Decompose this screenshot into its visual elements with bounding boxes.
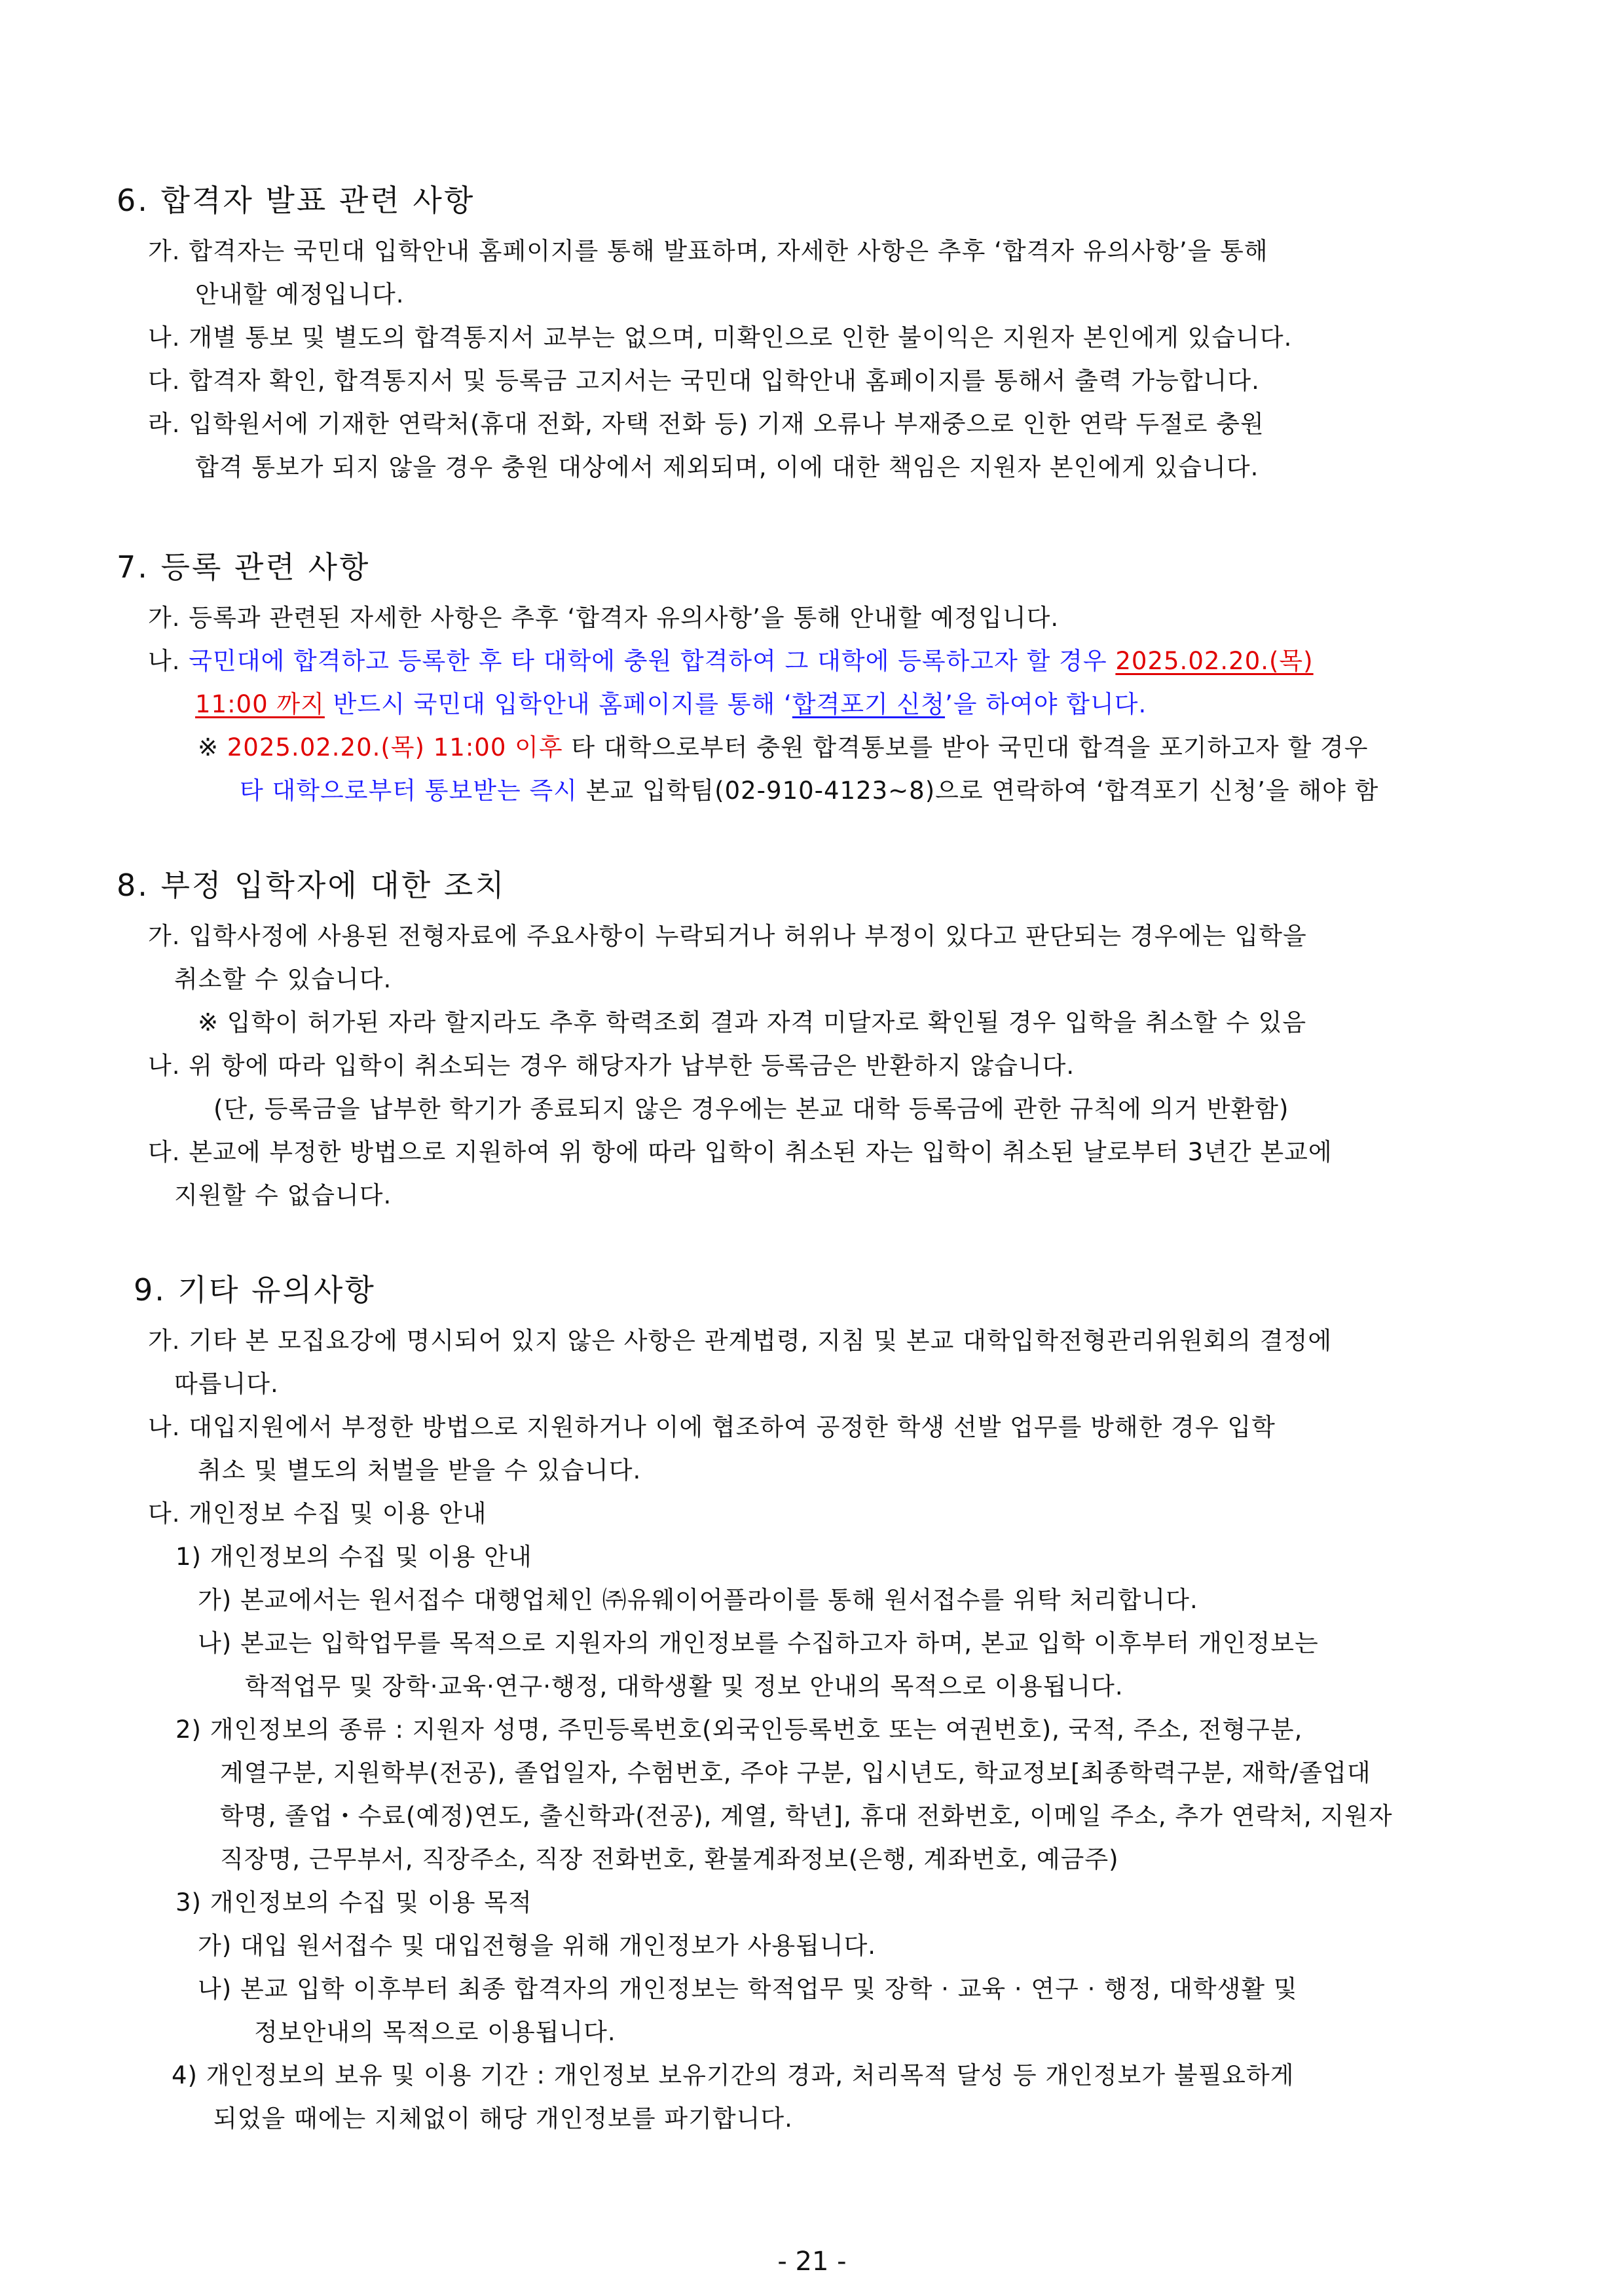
s8-item-na-line2: (단, 등록금을 납부한 학기가 종료되지 않은 경우에는 본교 대학 등록금에 관한 규칙에 의거 반환함) bbox=[213, 1095, 1289, 1123]
s9-subitem-2-line3: 학명, 졸업・수료(예정)연도, 출신학과(전공), 계열, 학년], 휴대 전화번호, 이메일 주소, 추가 연락처, 지원자 bbox=[220, 1802, 1393, 1830]
s7-item-ga: 가. 등록과 관련된 자세한 사항은 추후 ‘합격자 유의사항’을 통해 안내할 예정입니다. bbox=[148, 604, 1060, 632]
s9-subitem-1-na-line1: 나) 본교는 입학업무를 목적으로 지원자의 개인정보를 수집하고자 하며, 본교 입학 이후부터 개인정보는 bbox=[198, 1629, 1319, 1657]
s7-item-na-line1 bbox=[148, 644, 1314, 678]
s7-na-withdrawal-term: 합격포기 신청 bbox=[792, 690, 946, 718]
s7-note-blue-text: 타 대학으로부터 통보받는 즉시 bbox=[240, 777, 578, 805]
s9-subitem-4-line1: 4) 개인정보의 보유 및 이용 기간 : 개인정보 보유기간의 경과, 처리목적 달성 등 개인정보가 불필요하게 bbox=[172, 2061, 1295, 2089]
s9-item-ga-line2: 따릅니다. bbox=[174, 1370, 279, 1398]
s9-subitem-3-na-line2: 정보안내의 목적으로 이용됩니다. bbox=[254, 2018, 616, 2046]
s8-item-da-line1: 다. 본교에 부정한 방법으로 지원하여 위 항에 따라 입학이 취소된 자는 입학이 취소된 날로부터 3년간 본교에 bbox=[148, 1138, 1333, 1166]
s8-item-ga-note: ※ 입학이 허가된 자라 할지라도 추후 학력조회 결과 자격 미달자로 확인될 경우 입학을 취소할 수 있음 bbox=[198, 1008, 1307, 1037]
s9-subitem-1-na-line2: 학적업무 및 장학·교육·연구·행정, 대학생활 및 정보 안내의 목적으로 이용됩니다. bbox=[245, 1672, 1124, 1700]
s8-item-ga-line2: 취소할 수 있습니다. bbox=[174, 965, 392, 993]
s7-note-mark: ※ bbox=[198, 733, 227, 762]
s6-item-ga-line1: 가. 합격자는 국민대 입학안내 홈페이지를 통해 발표하며, 자세한 사항은 추후 ‘합격자 유의사항’을 통해 bbox=[148, 237, 1268, 265]
section-8-title: 8. 부정 입학자에 대한 조치 bbox=[117, 868, 506, 903]
section-9-title: 9. 기타 유의사항 bbox=[134, 1272, 376, 1308]
s7-note-text-2: 본교 입학팀(02-910-4123~8)으로 연락하여 ‘합격포기 신청’을 해야 함 bbox=[577, 777, 1379, 805]
s7-na-blue-text-3: ’을 하여야 합니다. bbox=[945, 690, 1147, 718]
s9-subitem-1-ga: 가) 본교에서는 원서접수 대행업체인 ㈜유웨이어플라이를 통해 원서접수를 위탁 처리합니다. bbox=[198, 1586, 1198, 1614]
s9-subitem-2-line4: 직장명, 근무부서, 직장주소, 직장 전화번호, 환불계좌정보(은행, 계좌번호, 예금주) bbox=[220, 1845, 1119, 1873]
s7-note-line2 bbox=[240, 774, 1378, 808]
s7-na-blue-text-2: 반드시 국민대 입학안내 홈페이지를 통해 ‘ bbox=[324, 690, 792, 718]
s7-na-blue-text: 국민대에 합격하고 등록한 후 타 대학에 충원 합격하여 그 대학에 등록하고자 할 경우 bbox=[189, 647, 1116, 675]
s8-item-ga-line1: 가. 입학사정에 사용된 전형자료에 주요사항이 누락되거나 허위나 부정이 있다고 판단되는 경우에는 입학을 bbox=[148, 922, 1307, 950]
s9-subitem-3: 3) 개인정보의 수집 및 이용 목적 bbox=[175, 1888, 532, 1917]
s8-item-na-line1: 나. 위 항에 따라 입학이 취소되는 경우 해당자가 납부한 등록금은 반환하지 않습니다. bbox=[148, 1052, 1075, 1080]
s9-subitem-3-ga: 가) 대입 원서접수 및 대입전형을 위해 개인정보가 사용됩니다. bbox=[198, 1932, 877, 1960]
s9-item-na-line2: 취소 및 별도의 처벌을 받을 수 있습니다. bbox=[198, 1456, 642, 1484]
s6-item-ra-line2: 합격 통보가 되지 않을 경우 충원 대상에서 제외되며, 이에 대한 책임은 지원자 본인에게 있습니다. bbox=[195, 453, 1259, 481]
s9-subitem-2-line2: 계열구분, 지원학부(전공), 졸업일자, 수험번호, 주야 구분, 입시년도, 학교정보[최종학력구분, 재학/졸업대 bbox=[220, 1759, 1371, 1787]
s6-item-ga-line2: 안내할 예정입니다. bbox=[195, 280, 405, 308]
page-number: - 21 - bbox=[777, 2247, 847, 2277]
s7-note-line1 bbox=[198, 731, 1369, 765]
s7-note-text-1: 타 대학으로부터 충원 합격통보를 받아 국민대 합격을 포기하고자 할 경우 bbox=[563, 733, 1369, 762]
s9-subitem-1: 1) 개인정보의 수집 및 이용 안내 bbox=[175, 1543, 532, 1571]
s6-item-da: 다. 합격자 확인, 합격통지서 및 등록금 고지서는 국민대 입학안내 홈페이지를 통해서 출력 가능합니다. bbox=[148, 367, 1260, 395]
s9-subitem-3-na-line1: 나) 본교 입학 이후부터 최종 합격자의 개인정보는 학적업무 및 장학 · 교육 · 연구 · 행정, 대학생활 및 bbox=[198, 1975, 1298, 2003]
s7-item-na-line2 bbox=[195, 688, 1147, 722]
section-7-title: 7. 등록 관련 사항 bbox=[117, 549, 371, 585]
s9-subitem-4-line2: 되었을 때에는 지체없이 해당 개인정보를 파기합니다. bbox=[213, 2104, 793, 2133]
section-6-title: 6. 합격자 발표 관련 사항 bbox=[117, 183, 475, 218]
s9-item-na-line1: 나. 대입지원에서 부정한 방법으로 지원하거나 이에 협조하여 공정한 학생 선발 업무를 방해한 경우 입학 bbox=[148, 1413, 1276, 1441]
s7-note-red-date: 2025.02.20.(목) 11:00 이후 bbox=[227, 733, 563, 762]
s8-item-da-line2: 지원할 수 없습니다. bbox=[174, 1181, 392, 1209]
s6-item-na: 나. 개별 통보 및 별도의 합격통지서 교부는 없으며, 미확인으로 인한 불이익은 지원자 본인에게 있습니다. bbox=[148, 323, 1293, 352]
s7-na-deadline-time: 11:00 까지 bbox=[195, 690, 325, 718]
s9-subitem-2-line1: 2) 개인정보의 종류 : 지원자 성명, 주민등록번호(외국인등록번호 또는 여권번호), 국적, 주소, 전형구분, bbox=[175, 1716, 1303, 1744]
s7-na-prefix: 나. bbox=[148, 647, 189, 675]
s7-na-deadline-date: 2025.02.20.(목) bbox=[1115, 647, 1314, 675]
s9-item-ga-line1: 가. 기타 본 모집요강에 명시되어 있지 않은 사항은 관계법령, 지침 및 본교 대학입학전형관리위원회의 결정에 bbox=[148, 1327, 1333, 1355]
s6-item-ra-line1: 라. 입학원서에 기재한 연락처(휴대 전화, 자택 전화 등) 기재 오류나 부재중으로 인한 연락 두절로 충원 bbox=[148, 410, 1264, 438]
s9-item-da: 다. 개인정보 수집 및 이용 안내 bbox=[148, 1499, 487, 1528]
